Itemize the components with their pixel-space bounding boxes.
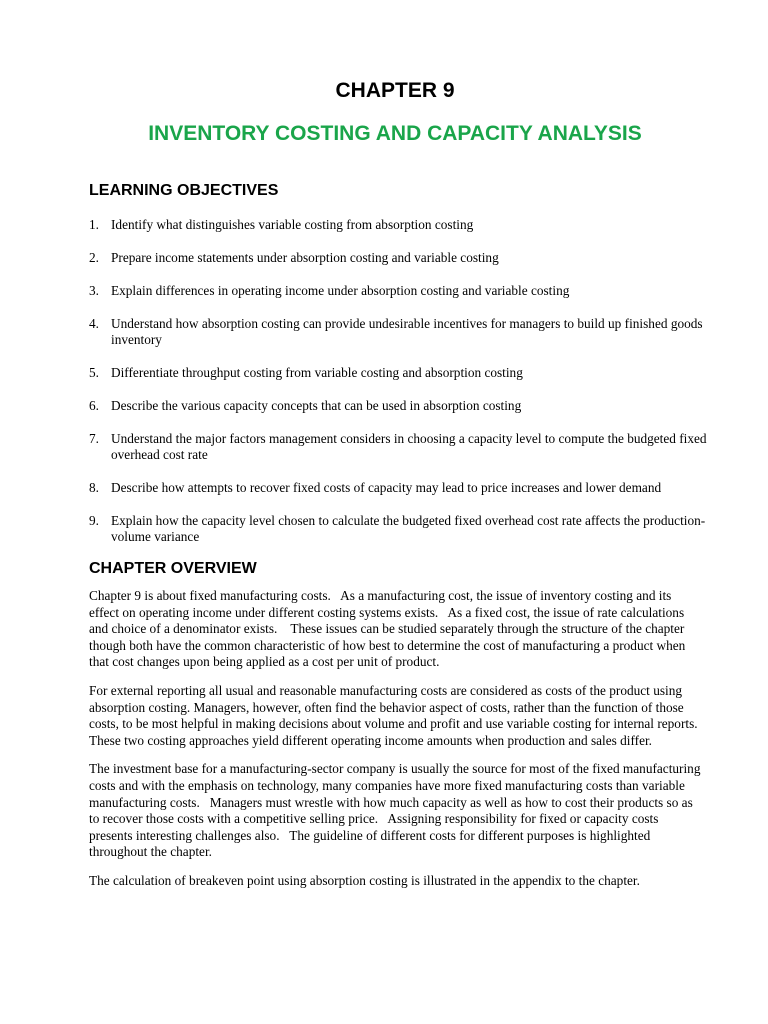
overview-paragraph: The calculation of breakeven point using absorption costing is illustrated in the appendix to the chapter. — [89, 872, 640, 888]
objective-number: 7. — [89, 431, 99, 446]
objective-number: 5. — [89, 365, 99, 380]
objective-text: Prepare income statements under absorption costing and variable costing — [111, 250, 499, 265]
objective-text: Explain how the capacity level chosen to calculate the budgeted fixed overhead cost rate affects the production-volume variance — [111, 513, 706, 544]
objective-item — [89, 365, 709, 381]
objective-text: Understand the major factors management considers in choosing a capacity level to compute the budgeted fixed overhead cost rate — [111, 431, 707, 462]
overview-paragraph: Chapter 9 is about fixed manufacturing costs. As a manufacturing cost, the issue of inventory costing and its effect on operating income under different costing systems exists. As a fixed cost, the issue of rate calculations and choice of a denominator exists. These issues can be studied separately through the structure of the chapter though both have the common characteristic of how best to determine the cost of manufacturing a product when that cost changes upon being applied as a cost per unit of product. — [89, 588, 689, 670]
chapter-overview-heading: CHAPTER OVERVIEW — [89, 560, 257, 577]
objective-number: 1. — [89, 217, 99, 232]
objective-item — [89, 480, 709, 496]
objective-number: 3. — [89, 283, 99, 298]
objective-item — [89, 250, 709, 266]
objective-number: 9. — [89, 513, 99, 528]
chapter-label: CHAPTER 9 — [335, 79, 455, 102]
objective-number: 4. — [89, 316, 99, 331]
overview-paragraph: The investment base for a manufacturing-sector company is usually the source for most of the fixed manufacturing costs and with the emphasis on technology, many companies have more fixed manufacturing costs than variable manufacturing costs. Managers must wrestle with how much capacity as well as how to cost their products so as to recover those costs with a competitive selling price. Assigning responsibility for fixed or capacity costs presents interesting challenges also. The guideline of different costs for different purposes is highlighted throughout the chapter. — [89, 761, 704, 860]
objective-number: 2. — [89, 250, 99, 265]
learning-objectives-list — [89, 217, 709, 562]
chapter-title: INVENTORY COSTING AND CAPACITY ANALYSIS — [148, 122, 642, 145]
objective-item — [89, 217, 709, 233]
objective-number: 6. — [89, 398, 99, 413]
overview-paragraph: For external reporting all usual and reasonable manufacturing costs are considered as costs of the product using absorption costing. Managers, however, often find the behavior aspect of costs, rather than the function of those costs, to be most helpful in making decisions about volume and profit and use variable costing for internal reports. These two costing approaches yield different operating income amounts when production and sales differ. — [89, 682, 701, 748]
objective-text: Differentiate throughput costing from variable costing and absorption costing — [111, 365, 523, 380]
objective-item — [89, 283, 709, 299]
objective-text: Understand how absorption costing can provide undesirable incentives for managers to build up finished goods inventory — [111, 316, 703, 347]
objective-text: Identify what distinguishes variable costing from absorption costing — [111, 217, 474, 232]
objective-text: Describe how attempts to recover fixed costs of capacity may lead to price increases and lower demand — [111, 480, 662, 495]
objective-item — [89, 398, 709, 414]
objective-number: 8. — [89, 480, 99, 495]
chapter-overview-body — [89, 588, 703, 902]
objective-text: Describe the various capacity concepts that can be used in absorption costing — [111, 398, 522, 413]
objective-item — [89, 513, 709, 545]
objective-text: Explain differences in operating income under absorption costing and variable costing — [111, 283, 570, 298]
objective-item — [89, 431, 709, 463]
objective-item — [89, 316, 709, 348]
learning-objectives-heading: LEARNING OBJECTIVES — [89, 182, 279, 199]
